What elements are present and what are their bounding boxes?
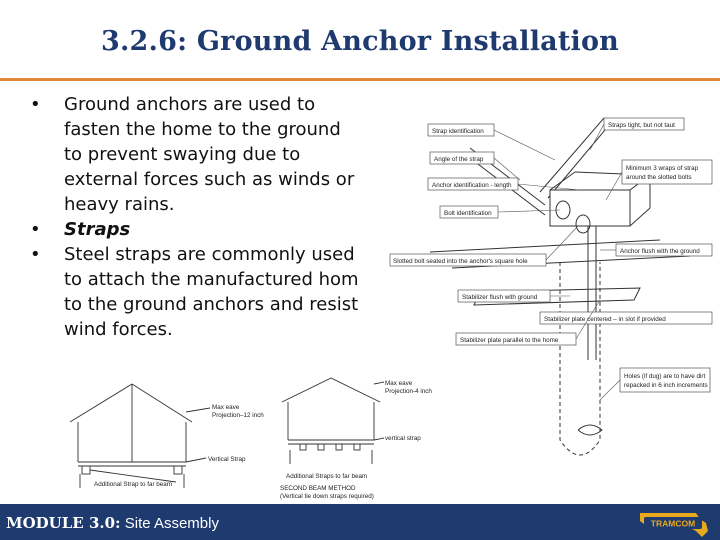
vertical-strap-label: Vertical Strap <box>208 456 246 463</box>
bullet-line: Straps <box>64 219 131 240</box>
minimum-wraps-label: around the slotted bolts <box>626 174 692 181</box>
roof-outline <box>70 384 192 422</box>
bullet-line: to the ground anchors and resist <box>64 294 359 315</box>
bullet-dot-icon: • <box>30 94 41 115</box>
leader-line <box>186 408 210 412</box>
max-eave-label: Max eave <box>212 404 240 411</box>
max-eave-label: Projection–12 inch <box>212 412 264 419</box>
bullet-dot-icon: • <box>30 219 41 240</box>
bullet-line: wind forces. <box>64 319 173 340</box>
pier-block <box>354 444 360 450</box>
bullet-line: Ground anchors are used to <box>64 94 316 115</box>
logo-text: TRAMCOM <box>650 518 696 529</box>
leader-line <box>374 382 384 384</box>
additional-strap-label: Additional Straps to far beam <box>286 473 368 480</box>
bullet-line: Steel straps are commonly used <box>64 244 355 265</box>
leader-line <box>374 438 384 440</box>
strap-identification-label: Strap identification <box>432 128 484 135</box>
footer-module: MODULE 3.0: <box>6 514 121 532</box>
minimum-wraps-label: Minimum 3 wraps of strap <box>626 165 699 172</box>
slotted-bolt-label: Slotted bolt seated into the anchor's square hole <box>393 258 528 265</box>
bolt-identification-label: Bolt identification <box>444 210 492 217</box>
leader-line <box>186 458 206 462</box>
max-eave-label: Max eave <box>385 380 413 387</box>
pier-block <box>318 444 324 450</box>
slide-title: 3.2.6: Ground Anchor Installation <box>100 26 620 57</box>
straps-tight-label: Straps tight, but not taut <box>608 122 675 129</box>
bullet-line: to attach the manufactured hom <box>64 269 359 290</box>
vertical-strap-label: vertical strap <box>385 435 421 442</box>
stabilizer-centered-label: Stabilizer plate centered – in slot if provided <box>544 316 666 323</box>
holes-label: Holes (if dug) are to have dirt <box>624 373 706 380</box>
holes-label: repacked in 6 inch increments <box>624 382 708 389</box>
stabilizer-parallel-label: Stabilizer plate parallel to the home <box>460 337 559 344</box>
pier-block <box>82 466 90 474</box>
bullet-line: to prevent swaying due to <box>64 144 301 165</box>
anchor-identification-label: Anchor identification - length <box>432 182 512 189</box>
bullet-line: fasten the home to the ground <box>64 119 341 140</box>
angle-of-strap-label: Angle of the strap <box>434 156 484 163</box>
footer-section: Site Assembly <box>120 515 219 532</box>
pier-block <box>336 444 342 450</box>
roof-outline <box>282 378 380 402</box>
footer-module-label <box>6 514 219 532</box>
tramcom-logo-icon <box>636 505 716 539</box>
footer-bar <box>0 504 720 540</box>
bullet-dot-icon: • <box>30 244 41 265</box>
anchor-flush-label: Anchor flush with the ground <box>620 248 700 255</box>
stabilizer-flush-label: Stabilizer flush with ground <box>462 294 538 301</box>
pier-block <box>174 466 182 474</box>
additional-strap-label: Additional Strap to far beam <box>94 481 173 488</box>
second-beam-label: (Vertical tie down straps required) <box>280 493 374 500</box>
second-beam-label: SECOND BEAM METHOD <box>280 485 356 492</box>
pier-block <box>300 444 306 450</box>
bullet-line: external forces such as winds or <box>64 169 355 190</box>
max-eave-label: Projection-4 inch <box>385 388 432 395</box>
bullet-line: heavy rains. <box>64 194 175 215</box>
